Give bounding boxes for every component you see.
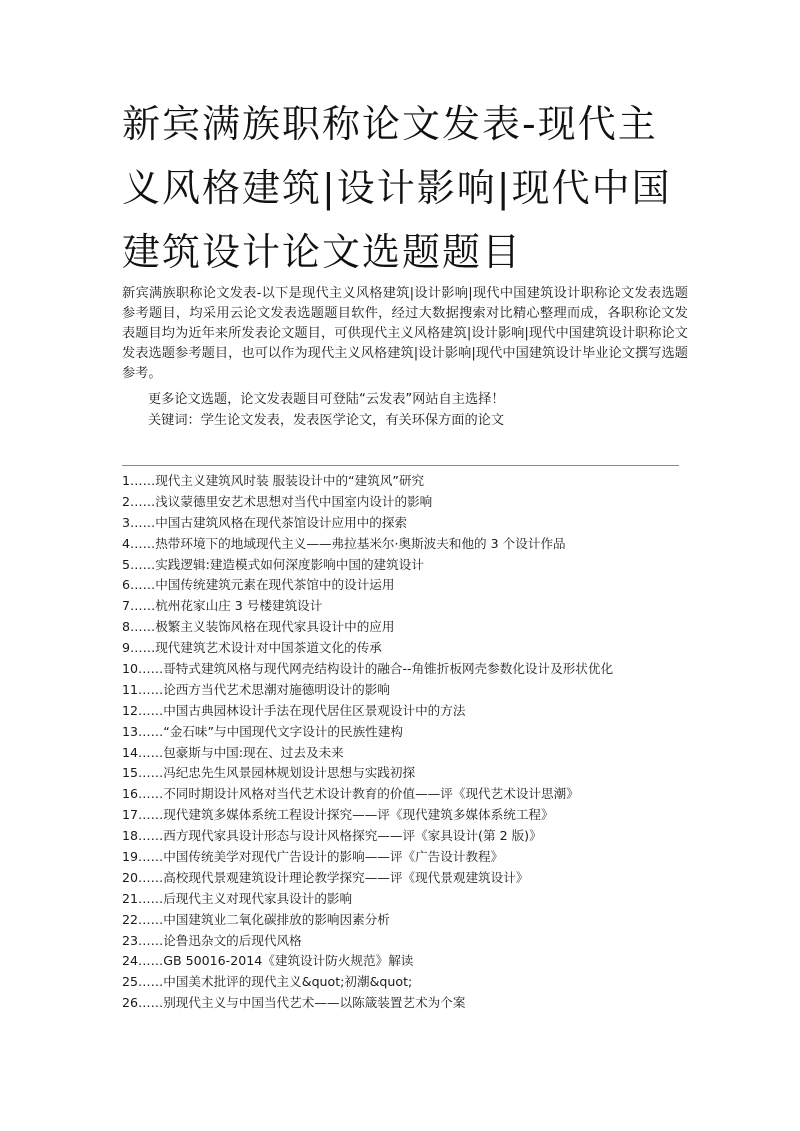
topic-item: 13……“金石味”与中国现代文字设计的民族性建构 [122, 723, 403, 739]
topic-item: 14……包豪斯与中国:现在、过去及未来 [122, 744, 344, 760]
topic-item: 21……后现代主义对现代家具设计的影响 [122, 890, 353, 906]
topic-item: 11……论西方当代艺术思潮对施德明设计的影响 [122, 681, 390, 697]
topic-item: 9……现代建筑艺术设计对中国茶道文化的传承 [122, 640, 382, 656]
topic-item: 10……哥特式建筑风格与现代网壳结构设计的融合--角锥折板网壳参数化设计及形状优化 [122, 661, 614, 677]
document-title: 新宾满族职称论文发表-现代主义风格建筑|设计影响|现代中国建筑设计论文选题题目 [122, 102, 672, 274]
topic-item: 8……极繁主义装饰风格在现代家具设计中的应用 [122, 619, 395, 635]
keywords-line: 关键词：学生论文发表，发表医学论文，有关环保方面的论文 [148, 413, 505, 428]
topic-item: 1……现代主义建筑风时装 服装设计中的“建筑风”研究 [122, 473, 425, 488]
topic-item: 3……中国古建筑风格在现代茶馆设计应用中的探索 [122, 514, 408, 530]
topic-item: 16……不同时期设计风格对当代艺术设计教育的价值——评《现代艺术设计思潮》 [122, 786, 579, 802]
topic-item: 7……杭州花家山庄 3 号楼建筑设计 [122, 598, 323, 614]
topic-item: 19……中国传统美学对现代广告设计的影响——评《广告设计教程》 [122, 849, 504, 865]
more-topics-note: 更多论文选题，论文发表题目可登陆“云发表”网站自主选择！ [148, 392, 505, 407]
divider-line [122, 465, 679, 466]
topic-item: 12……中国古典园林设计手法在现代居住区景观设计中的方法 [122, 702, 466, 718]
topic-item: 4……热带环境下的地域现代主义——弗拉基米尔·奥斯波夫和他的 3 个设计作品 [122, 535, 566, 551]
topic-item: 20……高校现代景观建筑设计理论教学探究——评《现代景观建筑设计》 [122, 869, 529, 885]
topic-item: 2……浅议蒙德里安艺术思想对当代中国室内设计的影响 [122, 493, 433, 509]
topic-item: 5……实践逻辑:建造模式如何深度影响中国的建筑设计 [122, 556, 424, 572]
topic-item: 6……中国传统建筑元素在现代茶馆中的设计运用 [122, 577, 395, 593]
topic-list [122, 471, 692, 1014]
topic-item: 22……中国建筑业二氧化碳排放的影响因素分析 [122, 911, 390, 927]
topic-item: 17……现代建筑多媒体系统工程设计探究——评《现代建筑多媒体系统工程》 [122, 807, 554, 823]
topic-item: 24……GB 50016-2014《建筑设计防火规范》解读 [122, 953, 414, 969]
topic-item: 15……冯纪忠先生风景园林规划设计思想与实践初探 [122, 765, 416, 781]
intro-paragraph: 新宾满族职称论文发表-以下是现代主义风格建筑|设计影响|现代中国建筑设计职称论文发表选题参考题目，均采用云论文发表选题题目软件，经过大数据搜索对比精心整理而成，各职称论文发表题目均为近年来所发表论文题目，可供现代主义风格建筑|设计影响|现代中国建筑设计职称论文发表选题参考题目，也可以作为现代主义风格建筑|设计影响|现代中国建筑设计毕业论文撰写选题参考。 [122, 286, 688, 381]
topic-item: 18……西方现代家具设计形态与设计风格探究——评《家具设计(第 2 版)》 [122, 828, 542, 844]
topic-item: 25……中国美术批评的现代主义&quot;初潮&quot; [122, 974, 413, 990]
topic-item: 23……论鲁迅杂文的后现代风格 [122, 932, 302, 948]
topic-item: 26……别现代主义与中国当代艺术——以陈箴装置艺术为个案 [122, 995, 466, 1011]
